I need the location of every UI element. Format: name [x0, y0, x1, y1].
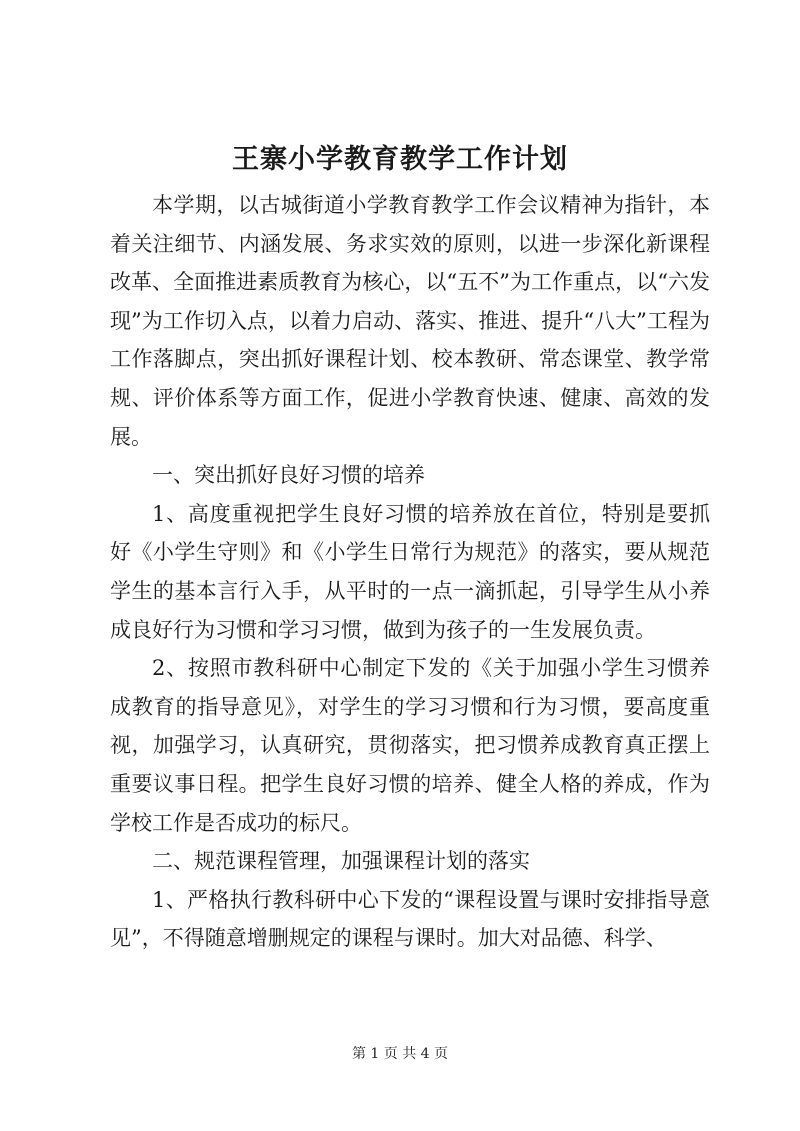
page-number-footer: 第 1 页 共 4 页	[351, 1046, 449, 1062]
paragraph-2-1: 1、严格执行教科研中心下发的“课程设置与课时安排指导意见”，不得随意增删规定的课程与课时。加大对品德、科学、	[110, 887, 710, 951]
section-heading-2: 二、规范课程管理，加强课程计划的落实	[152, 849, 530, 874]
paragraph-1-1: 1、高度重视把学生良好习惯的培养放在首位，特别是要抓好《小学生守则》和《小学生日常行为规范》的落实，要从规范学生的基本言行入手，从平时的一点一滴抓起，引导学生从小养成良好行为习惯和学习习惯，做到为孩子的一生发展负责。	[110, 501, 710, 642]
paragraph-intro: 本学期，以古城街道小学教育教学工作会议精神为指针，本着关注细节、内涵发展、务求实效的原则，以进一步深化新课程改革、全面推进素质教育为核心，以“五不”为工作重点，以“六发现”为工作切入点，以着力启动、落实、推进、提升“八大”工程为工作落脚点，突出抓好课程计划、校本教研、常态课堂、教学常规、评价体系等方面工作，促进小学教育快速、健康、高效的发展。	[110, 193, 710, 449]
paragraph-1-2: 2、按照市教科研中心制定下发的《关于加强小学生习惯养成教育的指导意见》，对学生的学习习惯和行为习惯，要高度重视，加强学习，认真研究，贯彻落实，把习惯养成教育真正摆上重要议事日程。把学生良好习惯的培养、健全人格的养成，作为学校工作是否成功的标尺。	[110, 656, 710, 835]
document-title: 王寨小学教育教学工作计划	[232, 144, 568, 175]
document-body	[110, 186, 710, 958]
section-heading-1: 一、突出抓好良好习惯的培养	[152, 463, 425, 488]
